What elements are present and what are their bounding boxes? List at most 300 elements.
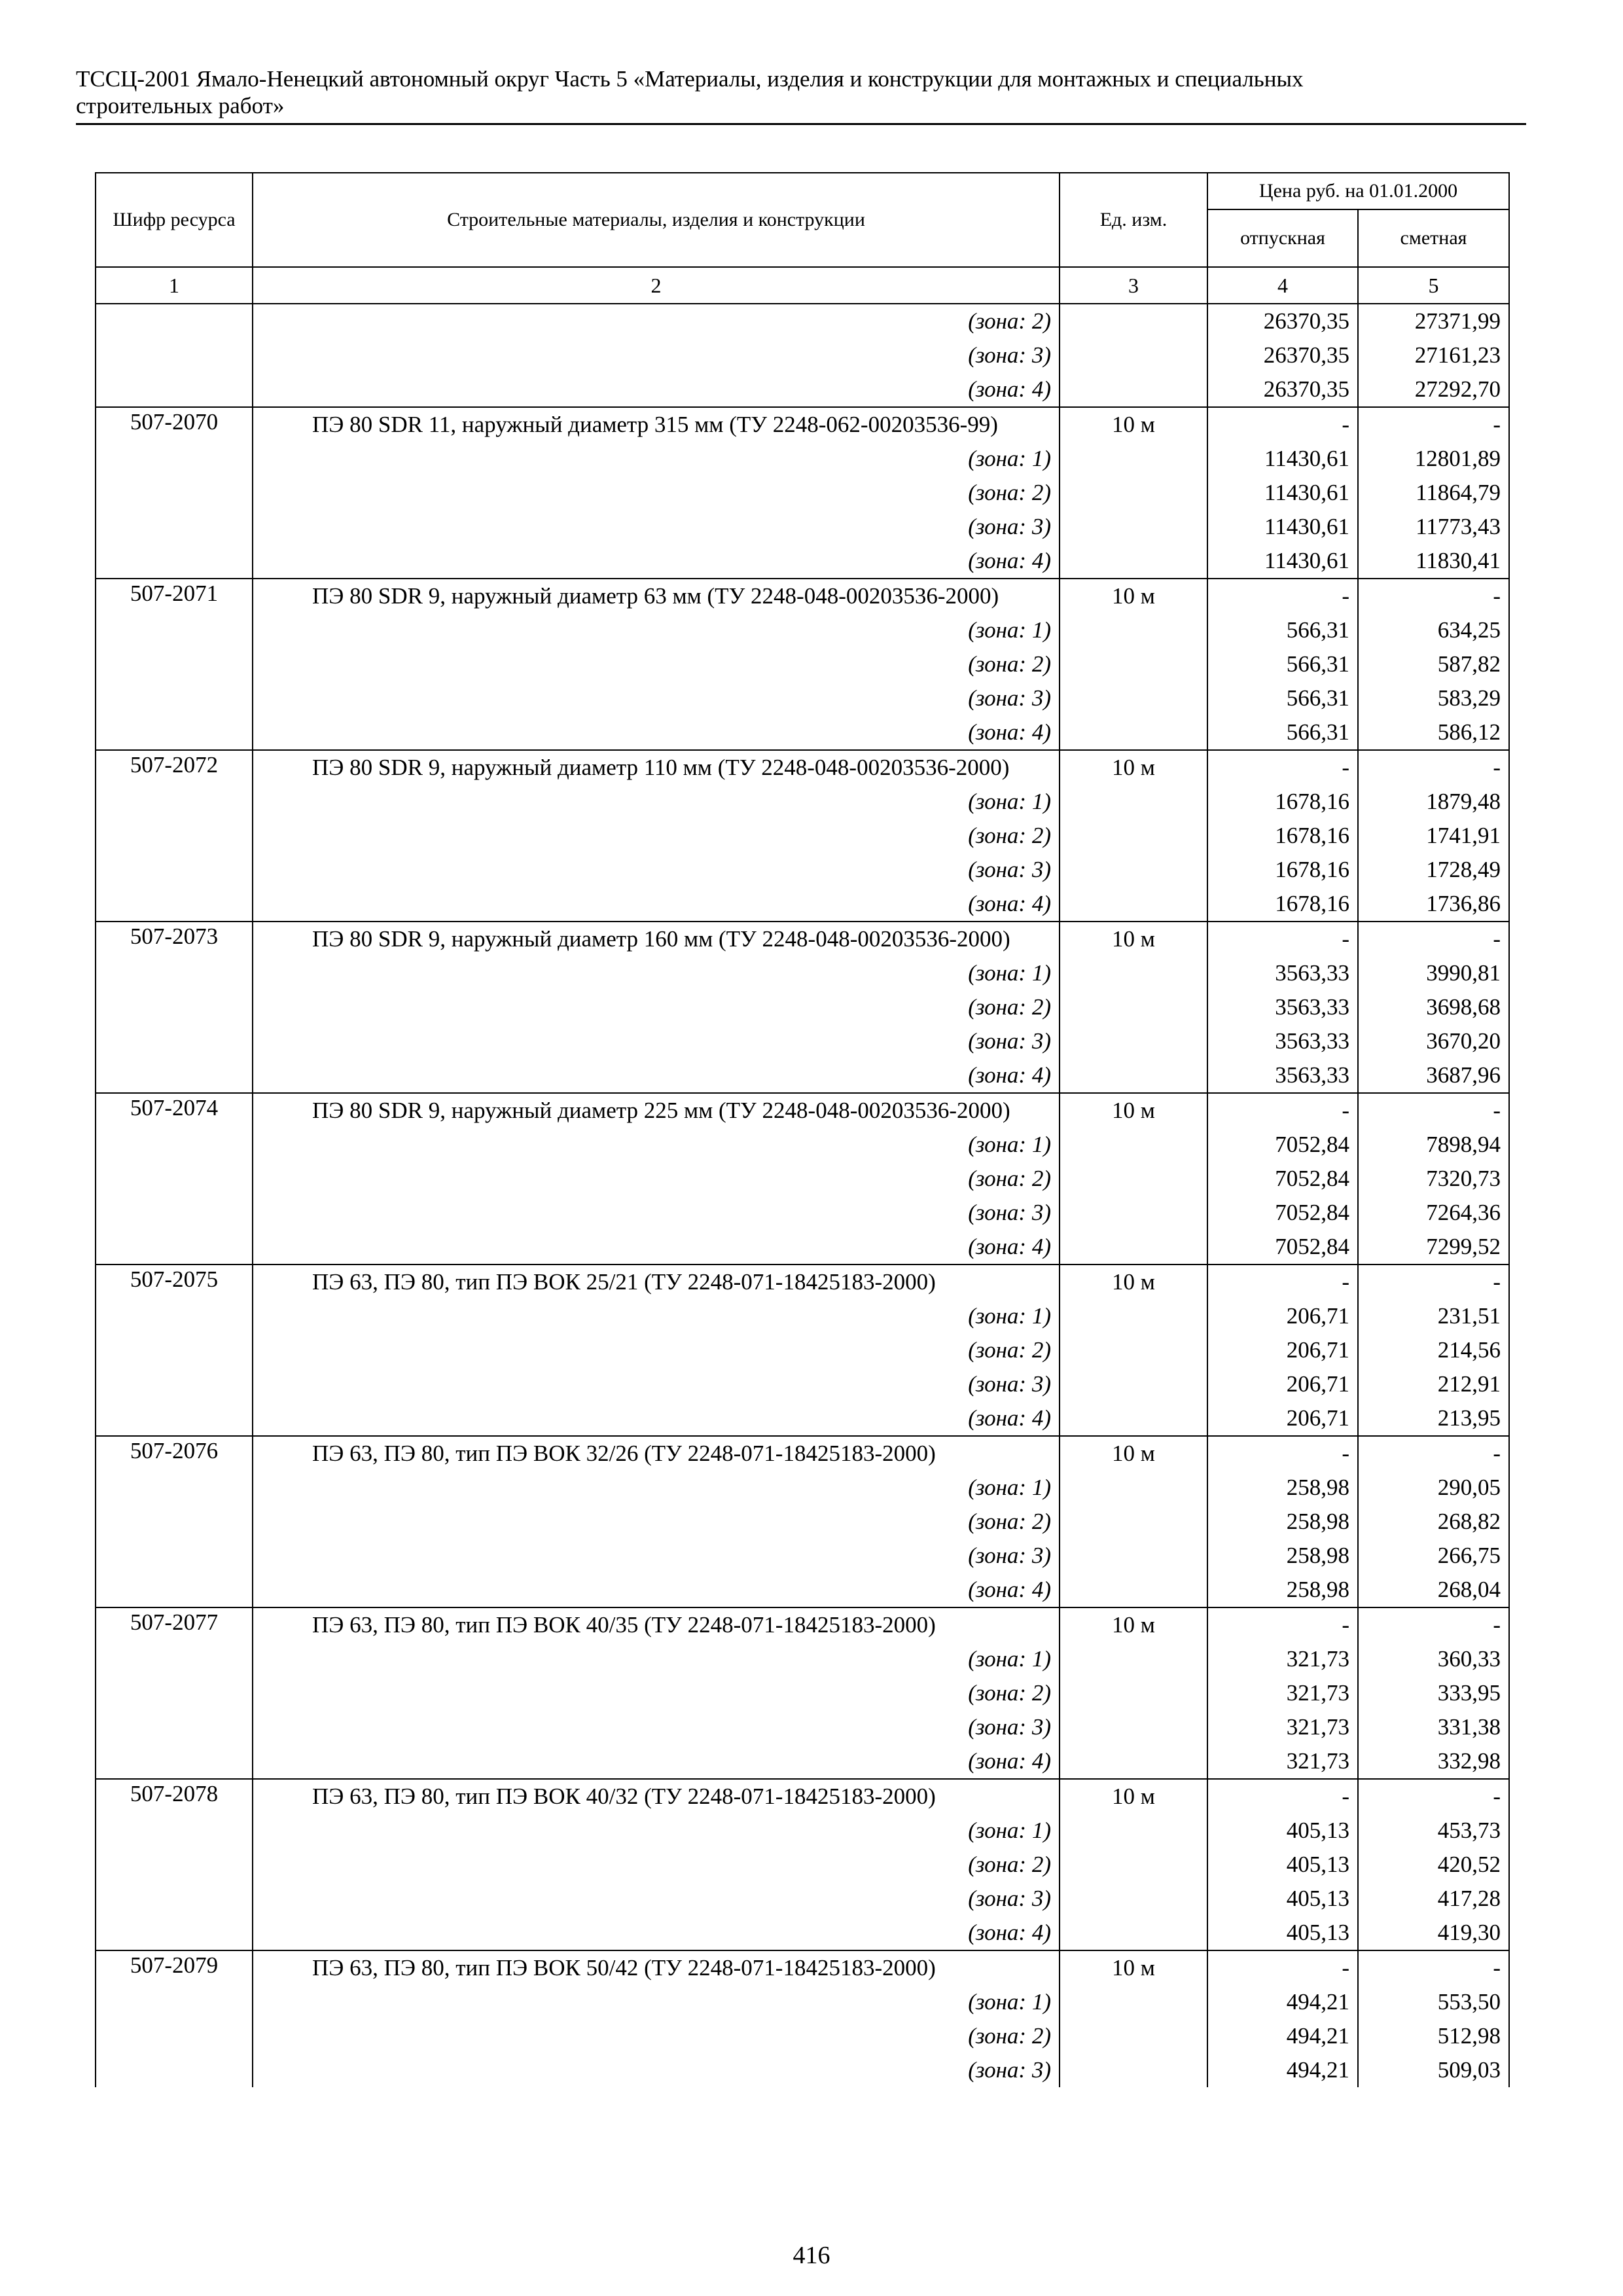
estimate-price: 1728,49 xyxy=(1358,853,1509,887)
table-row xyxy=(96,1265,1509,1299)
release-price: - xyxy=(1207,1093,1358,1128)
estimate-price: - xyxy=(1358,1093,1509,1128)
unit-cell xyxy=(1060,1814,1207,1848)
release-price: 405,13 xyxy=(1207,1882,1358,1916)
release-price: 206,71 xyxy=(1207,1367,1358,1401)
unit-cell xyxy=(1060,1916,1207,1950)
estimate-price: 268,82 xyxy=(1358,1505,1509,1539)
release-price: 206,71 xyxy=(1207,1333,1358,1367)
release-price: 405,13 xyxy=(1207,1916,1358,1950)
table-row xyxy=(96,681,1509,715)
material-name: ПЭ 80 SDR 11, наружный диаметр 315 мм (ТУ 2248-062-00203536-99) xyxy=(253,407,1060,442)
estimate-price: 420,52 xyxy=(1358,1848,1509,1882)
unit-of-measure: 10 м xyxy=(1060,579,1207,613)
table-row xyxy=(96,1676,1509,1710)
resource-code-cell xyxy=(96,681,253,715)
estimate-price: 7320,73 xyxy=(1358,1162,1509,1196)
unit-cell xyxy=(1060,1401,1207,1436)
zone-label: (зона: 2) xyxy=(253,1848,1060,1882)
estimate-price: 333,95 xyxy=(1358,1676,1509,1710)
resource-code-cell xyxy=(96,715,253,750)
material-name: ПЭ 80 SDR 9, наружный диаметр 63 мм (ТУ 2248-048-00203536-2000) xyxy=(253,579,1060,613)
price-table xyxy=(95,172,1510,2087)
zone-label: (зона: 3) xyxy=(253,1539,1060,1573)
estimate-price: 583,29 xyxy=(1358,681,1509,715)
resource-code-cell xyxy=(96,956,253,990)
table-row xyxy=(96,1299,1509,1333)
estimate-price: 553,50 xyxy=(1358,1985,1509,2019)
estimate-price: 3698,68 xyxy=(1358,990,1509,1024)
col-header-release-price: отпускная xyxy=(1207,209,1358,267)
resource-code-cell xyxy=(96,1024,253,1058)
unit-cell xyxy=(1060,1333,1207,1367)
release-price: 206,71 xyxy=(1207,1299,1358,1333)
resource-code-cell xyxy=(96,1710,253,1744)
table-row xyxy=(96,338,1509,372)
table-row xyxy=(96,2019,1509,2053)
resource-code-cell xyxy=(96,1573,253,1607)
running-header-line2: строительных работ» xyxy=(76,93,285,118)
release-price: 1678,16 xyxy=(1207,853,1358,887)
resource-code-cell xyxy=(96,1333,253,1367)
estimate-price: - xyxy=(1358,1607,1509,1642)
unit-of-measure: 10 м xyxy=(1060,1950,1207,1985)
resource-code-cell xyxy=(96,1128,253,1162)
unit-cell xyxy=(1060,1230,1207,1265)
resource-code-cell xyxy=(96,819,253,853)
unit-cell xyxy=(1060,1573,1207,1607)
unit-cell xyxy=(1060,476,1207,510)
zone-label: (зона: 1) xyxy=(253,956,1060,990)
zone-label: (зона: 4) xyxy=(253,1058,1060,1093)
resource-code-cell xyxy=(96,2019,253,2053)
resource-code-cell xyxy=(96,1401,253,1436)
unit-of-measure: 10 м xyxy=(1060,1779,1207,1814)
resource-code-cell xyxy=(96,1505,253,1539)
resource-code-cell xyxy=(96,785,253,819)
resource-code: 507-2076 xyxy=(96,1436,253,1471)
unit-of-measure: 10 м xyxy=(1060,1436,1207,1471)
unit-cell xyxy=(1060,1505,1207,1539)
zone-label: (зона: 3) xyxy=(253,1367,1060,1401)
zone-label: (зона: 3) xyxy=(253,681,1060,715)
zone-label: (зона: 4) xyxy=(253,372,1060,407)
unit-cell xyxy=(1060,2019,1207,2053)
unit-cell xyxy=(1060,956,1207,990)
zone-label: (зона: 2) xyxy=(253,1676,1060,1710)
estimate-price: 290,05 xyxy=(1358,1471,1509,1505)
release-price: 3563,33 xyxy=(1207,1058,1358,1093)
unit-cell xyxy=(1060,887,1207,922)
unit-cell xyxy=(1060,715,1207,750)
estimate-price: 509,03 xyxy=(1358,2053,1509,2087)
resource-code: 507-2073 xyxy=(96,922,253,956)
zone-label: (зона: 2) xyxy=(253,304,1060,338)
resource-code-cell xyxy=(96,1848,253,1882)
table-row xyxy=(96,1058,1509,1093)
col-number-2: 2 xyxy=(253,267,1060,304)
zone-label: (зона: 2) xyxy=(253,1505,1060,1539)
release-price: 321,73 xyxy=(1207,1642,1358,1676)
release-price: 321,73 xyxy=(1207,1710,1358,1744)
table-row xyxy=(96,647,1509,681)
unit-cell xyxy=(1060,338,1207,372)
table-row xyxy=(96,1196,1509,1230)
estimate-price: 7898,94 xyxy=(1358,1128,1509,1162)
table-row xyxy=(96,1471,1509,1505)
table-row xyxy=(96,1916,1509,1950)
estimate-price: 3990,81 xyxy=(1358,956,1509,990)
unit-of-measure: 10 м xyxy=(1060,1607,1207,1642)
zone-label: (зона: 1) xyxy=(253,785,1060,819)
resource-code: 507-2070 xyxy=(96,407,253,442)
table-row xyxy=(96,819,1509,853)
material-name: ПЭ 63, ПЭ 80, тип ПЭ ВОК 40/35 (ТУ 2248-071-18425183-2000) xyxy=(253,1607,1060,1642)
resource-code-cell xyxy=(96,647,253,681)
release-price: - xyxy=(1207,1436,1358,1471)
table-row xyxy=(96,956,1509,990)
zone-label: (зона: 4) xyxy=(253,1916,1060,1950)
release-price: 11430,61 xyxy=(1207,544,1358,579)
zone-label: (зона: 4) xyxy=(253,1573,1060,1607)
resource-code: 507-2074 xyxy=(96,1093,253,1128)
unit-cell xyxy=(1060,819,1207,853)
estimate-price: - xyxy=(1358,579,1509,613)
release-price: 206,71 xyxy=(1207,1401,1358,1436)
zone-label: (зона: 2) xyxy=(253,1333,1060,1367)
estimate-price: 586,12 xyxy=(1358,715,1509,750)
col-header-unit: Ед. изм. xyxy=(1060,173,1207,267)
zone-label: (зона: 3) xyxy=(253,1710,1060,1744)
table-row xyxy=(96,1093,1509,1128)
zone-label: (зона: 3) xyxy=(253,510,1060,544)
release-price: 566,31 xyxy=(1207,613,1358,647)
table-row xyxy=(96,1539,1509,1573)
release-price: 7052,84 xyxy=(1207,1196,1358,1230)
unit-cell xyxy=(1060,1882,1207,1916)
estimate-price: 12801,89 xyxy=(1358,442,1509,476)
estimate-price: 212,91 xyxy=(1358,1367,1509,1401)
unit-cell xyxy=(1060,1848,1207,1882)
table-row xyxy=(96,1950,1509,1985)
table-row xyxy=(96,1401,1509,1436)
zone-label: (зона: 1) xyxy=(253,1128,1060,1162)
unit-cell xyxy=(1060,1058,1207,1093)
zone-label: (зона: 4) xyxy=(253,1744,1060,1779)
table-row xyxy=(96,853,1509,887)
table-row xyxy=(96,887,1509,922)
estimate-price: 453,73 xyxy=(1358,1814,1509,1848)
estimate-price: 27292,70 xyxy=(1358,372,1509,407)
resource-code-cell xyxy=(96,442,253,476)
release-price: 11430,61 xyxy=(1207,510,1358,544)
release-price: 26370,35 xyxy=(1207,372,1358,407)
table-row xyxy=(96,715,1509,750)
estimate-price: 11830,41 xyxy=(1358,544,1509,579)
table-row xyxy=(96,510,1509,544)
unit-cell xyxy=(1060,785,1207,819)
resource-code: 507-2079 xyxy=(96,1950,253,1985)
table-row xyxy=(96,1779,1509,1814)
table-row xyxy=(96,1436,1509,1471)
release-price: 1678,16 xyxy=(1207,887,1358,922)
estimate-price: - xyxy=(1358,407,1509,442)
zone-label: (зона: 1) xyxy=(253,1985,1060,2019)
release-price: - xyxy=(1207,922,1358,956)
resource-code-cell xyxy=(96,1299,253,1333)
unit-cell xyxy=(1060,1539,1207,1573)
unit-cell xyxy=(1060,1162,1207,1196)
resource-code: 507-2072 xyxy=(96,750,253,785)
resource-code-cell xyxy=(96,372,253,407)
unit-cell xyxy=(1060,1642,1207,1676)
estimate-price: - xyxy=(1358,1265,1509,1299)
estimate-price: 7299,52 xyxy=(1358,1230,1509,1265)
zone-label: (зона: 3) xyxy=(253,853,1060,887)
zone-label: (зона: 1) xyxy=(253,1299,1060,1333)
table-row xyxy=(96,1710,1509,1744)
estimate-price: 332,98 xyxy=(1358,1744,1509,1779)
estimate-price: 1736,86 xyxy=(1358,887,1509,922)
release-price: 1678,16 xyxy=(1207,819,1358,853)
estimate-price: 11864,79 xyxy=(1358,476,1509,510)
zone-label: (зона: 3) xyxy=(253,2053,1060,2087)
resource-code-cell xyxy=(96,1230,253,1265)
col-header-code: Шифр ресурса xyxy=(96,173,253,267)
resource-code-cell xyxy=(96,1196,253,1230)
release-price: - xyxy=(1207,1779,1358,1814)
table-body xyxy=(96,304,1509,2087)
unit-cell xyxy=(1060,613,1207,647)
material-name: ПЭ 63, ПЭ 80, тип ПЭ ВОК 32/26 (ТУ 2248-071-18425183-2000) xyxy=(253,1436,1060,1471)
material-name: ПЭ 80 SDR 9, наружный диаметр 110 мм (ТУ 2248-048-00203536-2000) xyxy=(253,750,1060,785)
zone-label: (зона: 4) xyxy=(253,887,1060,922)
unit-cell xyxy=(1060,853,1207,887)
zone-label: (зона: 2) xyxy=(253,2019,1060,2053)
table-row xyxy=(96,1333,1509,1367)
estimate-price: 360,33 xyxy=(1358,1642,1509,1676)
zone-label: (зона: 3) xyxy=(253,1024,1060,1058)
unit-cell xyxy=(1060,1299,1207,1333)
unit-cell xyxy=(1060,1128,1207,1162)
release-price: - xyxy=(1207,1265,1358,1299)
unit-cell xyxy=(1060,2053,1207,2087)
estimate-price: 3687,96 xyxy=(1358,1058,1509,1093)
estimate-price: 7264,36 xyxy=(1358,1196,1509,1230)
estimate-price: 1741,91 xyxy=(1358,819,1509,853)
unit-cell xyxy=(1060,990,1207,1024)
resource-code-cell xyxy=(96,1539,253,1573)
estimate-price: 587,82 xyxy=(1358,647,1509,681)
release-price: - xyxy=(1207,579,1358,613)
estimate-price: 213,95 xyxy=(1358,1401,1509,1436)
resource-code-cell xyxy=(96,990,253,1024)
estimate-price: 214,56 xyxy=(1358,1333,1509,1367)
unit-of-measure: 10 м xyxy=(1060,1265,1207,1299)
estimate-price: 634,25 xyxy=(1358,613,1509,647)
unit-cell xyxy=(1060,1985,1207,2019)
resource-code: 507-2071 xyxy=(96,579,253,613)
estimate-price: - xyxy=(1358,1436,1509,1471)
table-row xyxy=(96,544,1509,579)
table-row xyxy=(96,1848,1509,1882)
resource-code-cell xyxy=(96,2053,253,2087)
col-header-name: Строительные материалы, изделия и конструкции xyxy=(253,173,1060,267)
release-price: 258,98 xyxy=(1207,1471,1358,1505)
release-price: 405,13 xyxy=(1207,1814,1358,1848)
estimate-price: 512,98 xyxy=(1358,2019,1509,2053)
running-header xyxy=(76,65,1526,125)
table-row xyxy=(96,785,1509,819)
resource-code: 507-2078 xyxy=(96,1779,253,1814)
col-number-4: 4 xyxy=(1207,267,1358,304)
resource-code-cell xyxy=(96,510,253,544)
material-name: ПЭ 63, ПЭ 80, тип ПЭ ВОК 40/32 (ТУ 2248-071-18425183-2000) xyxy=(253,1779,1060,1814)
resource-code-cell xyxy=(96,304,253,338)
resource-code-cell xyxy=(96,1367,253,1401)
table-row xyxy=(96,372,1509,407)
table-row xyxy=(96,1985,1509,2019)
table-row xyxy=(96,990,1509,1024)
zone-label: (зона: 2) xyxy=(253,476,1060,510)
unit-cell xyxy=(1060,510,1207,544)
unit-cell xyxy=(1060,647,1207,681)
release-price: 494,21 xyxy=(1207,2053,1358,2087)
estimate-price: 266,75 xyxy=(1358,1539,1509,1573)
zone-label: (зона: 1) xyxy=(253,613,1060,647)
release-price: 1678,16 xyxy=(1207,785,1358,819)
release-price: 26370,35 xyxy=(1207,304,1358,338)
table-row xyxy=(96,1024,1509,1058)
unit-cell xyxy=(1060,304,1207,338)
zone-label: (зона: 2) xyxy=(253,819,1060,853)
page-number: 416 xyxy=(793,2242,830,2269)
resource-code-cell xyxy=(96,1642,253,1676)
estimate-price: 331,38 xyxy=(1358,1710,1509,1744)
release-price: 321,73 xyxy=(1207,1676,1358,1710)
estimate-price: 3670,20 xyxy=(1358,1024,1509,1058)
material-name: ПЭ 80 SDR 9, наружный диаметр 160 мм (ТУ 2248-048-00203536-2000) xyxy=(253,922,1060,956)
resource-code-cell xyxy=(96,1471,253,1505)
table-row xyxy=(96,922,1509,956)
material-name: ПЭ 63, ПЭ 80, тип ПЭ ВОК 50/42 (ТУ 2248-071-18425183-2000) xyxy=(253,1950,1060,1985)
table-row xyxy=(96,1744,1509,1779)
table-row xyxy=(96,579,1509,613)
release-price: 566,31 xyxy=(1207,715,1358,750)
resource-code-cell xyxy=(96,1058,253,1093)
release-price: 3563,33 xyxy=(1207,1024,1358,1058)
estimate-price: 419,30 xyxy=(1358,1916,1509,1950)
estimate-price: - xyxy=(1358,1950,1509,1985)
table-row xyxy=(96,476,1509,510)
release-price: 494,21 xyxy=(1207,2019,1358,2053)
unit-of-measure: 10 м xyxy=(1060,407,1207,442)
table-row xyxy=(96,1230,1509,1265)
col-number-3: 3 xyxy=(1060,267,1207,304)
unit-cell xyxy=(1060,1024,1207,1058)
resource-code-cell xyxy=(96,1744,253,1779)
release-price: 7052,84 xyxy=(1207,1128,1358,1162)
col-number-1: 1 xyxy=(96,267,253,304)
table-row xyxy=(96,407,1509,442)
table-row xyxy=(96,304,1509,338)
resource-code-cell xyxy=(96,853,253,887)
zone-label: (зона: 2) xyxy=(253,647,1060,681)
table-row xyxy=(96,1642,1509,1676)
resource-code-cell xyxy=(96,1676,253,1710)
zone-label: (зона: 4) xyxy=(253,715,1060,750)
resource-code-cell xyxy=(96,476,253,510)
zone-label: (зона: 4) xyxy=(253,1401,1060,1436)
resource-code-cell xyxy=(96,887,253,922)
unit-cell xyxy=(1060,1367,1207,1401)
estimate-price: 417,28 xyxy=(1358,1882,1509,1916)
resource-code-cell xyxy=(96,1882,253,1916)
zone-label: (зона: 4) xyxy=(253,1230,1060,1265)
estimate-price: 11773,43 xyxy=(1358,510,1509,544)
resource-code: 507-2075 xyxy=(96,1265,253,1299)
estimate-price: 268,04 xyxy=(1358,1573,1509,1607)
release-price: - xyxy=(1207,1607,1358,1642)
estimate-price: 1879,48 xyxy=(1358,785,1509,819)
resource-code: 507-2077 xyxy=(96,1607,253,1642)
unit-cell xyxy=(1060,442,1207,476)
estimate-price: - xyxy=(1358,750,1509,785)
estimate-price: 231,51 xyxy=(1358,1299,1509,1333)
estimate-price: - xyxy=(1358,1779,1509,1814)
table-header xyxy=(96,173,1509,304)
unit-cell xyxy=(1060,544,1207,579)
release-price: 7052,84 xyxy=(1207,1230,1358,1265)
unit-of-measure: 10 м xyxy=(1060,1093,1207,1128)
zone-label: (зона: 1) xyxy=(253,1814,1060,1848)
table-row xyxy=(96,1814,1509,1848)
resource-code-cell xyxy=(96,1162,253,1196)
zone-label: (зона: 3) xyxy=(253,1882,1060,1916)
estimate-price: 27371,99 xyxy=(1358,304,1509,338)
resource-code-cell xyxy=(96,1814,253,1848)
release-price: 258,98 xyxy=(1207,1573,1358,1607)
resource-code-cell xyxy=(96,544,253,579)
zone-label: (зона: 3) xyxy=(253,1196,1060,1230)
estimate-price: 27161,23 xyxy=(1358,338,1509,372)
release-price: - xyxy=(1207,1950,1358,1985)
release-price: - xyxy=(1207,407,1358,442)
table-row xyxy=(96,442,1509,476)
zone-label: (зона: 1) xyxy=(253,1471,1060,1505)
unit-cell xyxy=(1060,1710,1207,1744)
table-row xyxy=(96,1882,1509,1916)
unit-cell xyxy=(1060,1471,1207,1505)
unit-cell xyxy=(1060,1744,1207,1779)
release-price: 258,98 xyxy=(1207,1539,1358,1573)
unit-cell xyxy=(1060,1676,1207,1710)
release-price: - xyxy=(1207,750,1358,785)
release-price: 3563,33 xyxy=(1207,990,1358,1024)
zone-label: (зона: 2) xyxy=(253,990,1060,1024)
release-price: 494,21 xyxy=(1207,1985,1358,2019)
release-price: 258,98 xyxy=(1207,1505,1358,1539)
table-row xyxy=(96,1607,1509,1642)
zone-label: (зона: 2) xyxy=(253,1162,1060,1196)
release-price: 566,31 xyxy=(1207,681,1358,715)
release-price: 405,13 xyxy=(1207,1848,1358,1882)
table-row xyxy=(96,1505,1509,1539)
col-number-5: 5 xyxy=(1358,267,1509,304)
release-price: 7052,84 xyxy=(1207,1162,1358,1196)
zone-label: (зона: 1) xyxy=(253,1642,1060,1676)
release-price: 321,73 xyxy=(1207,1744,1358,1779)
